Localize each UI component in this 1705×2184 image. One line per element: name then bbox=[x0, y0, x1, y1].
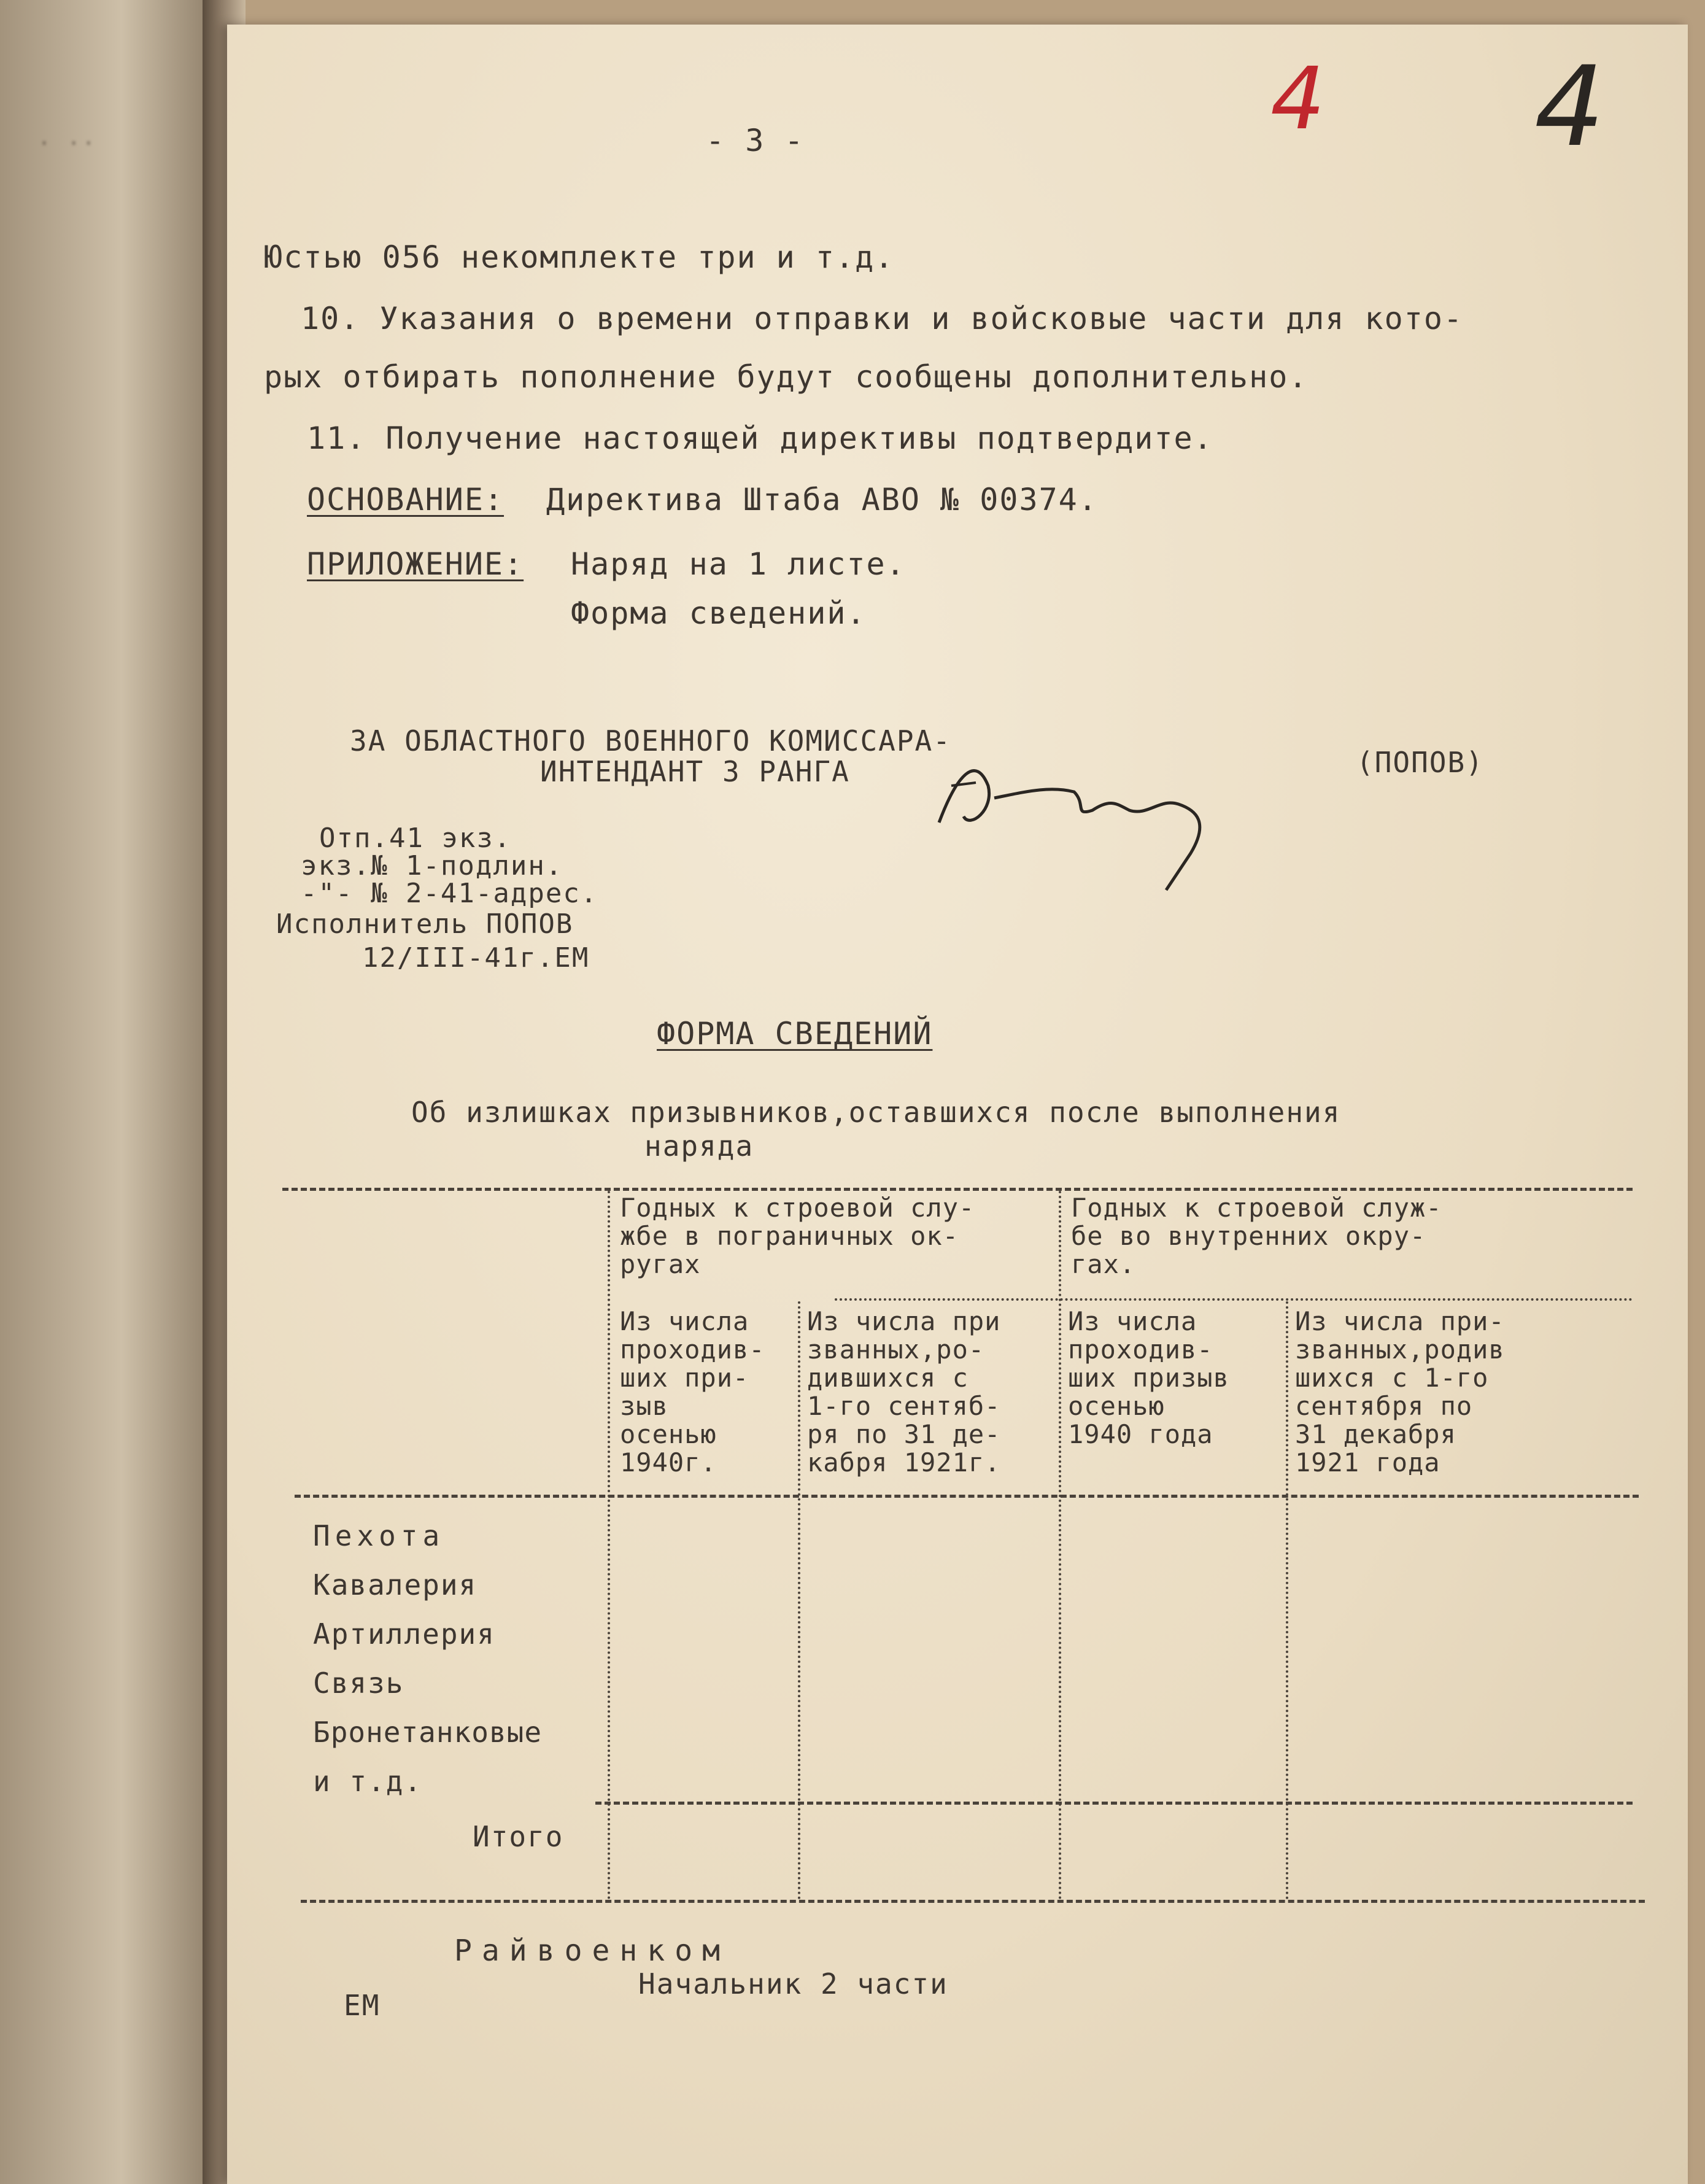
handwritten-signature bbox=[933, 749, 1277, 908]
document-page bbox=[227, 25, 1688, 2184]
col-divider-4 bbox=[1286, 1301, 1288, 1900]
basis-label: ОСНОВАНИЕ: bbox=[307, 482, 505, 517]
row-label-infantry: Пехота bbox=[313, 1519, 445, 1552]
row-label-armored: Бронетанковые bbox=[313, 1716, 543, 1749]
attachment-line-2: Форма сведений. bbox=[571, 595, 867, 631]
body-line-2: 10. Указания о времени отправки и войсковые части для кото- bbox=[301, 301, 1464, 336]
footer-initials: ЕМ bbox=[344, 1989, 381, 2022]
col-divider-3 bbox=[1059, 1191, 1061, 1900]
signature-line-2: ИНТЕНДАНТ 3 РАНГА bbox=[540, 755, 850, 788]
col-divider-1 bbox=[608, 1191, 610, 1900]
body-line-1: Юстью 056 некомплекте три и т.д. bbox=[264, 239, 895, 275]
pencil-archive-number: 4 bbox=[1534, 43, 1606, 171]
form-subtitle-line-1: Об излишках призывников,оставшихся после выполнения bbox=[411, 1096, 1341, 1129]
row-label-etc: и т.д. bbox=[313, 1765, 423, 1798]
col-divider-2 bbox=[798, 1301, 800, 1900]
form-title: ФОРМА СВЕДЕНИЙ bbox=[657, 1016, 933, 1051]
red-archive-number: 4 bbox=[1270, 49, 1327, 149]
group-separator-rule bbox=[835, 1298, 1633, 1301]
table-total-rule bbox=[595, 1802, 1633, 1805]
body-line-3: рых отбирать пополнение будут сообщены дополнительно. bbox=[264, 359, 1309, 395]
group-header-internal-districts: Годных к строевой служ- бе во внутренних окру- гах. bbox=[1071, 1193, 1442, 1279]
row-label-artillery: Артиллерия bbox=[313, 1617, 495, 1651]
distribution-line-3: -"- № 2-41-адрес. bbox=[301, 878, 598, 909]
attachment-label: ПРИЛОЖЕНИЕ: bbox=[307, 546, 524, 582]
group-header-border-districts: Годных к строевой слу- жбе в пограничных ок- ругах bbox=[620, 1193, 975, 1279]
page-number: - 3 - bbox=[706, 123, 805, 158]
table-bottom-rule bbox=[301, 1900, 1645, 1903]
form-subtitle-line-2: наряда bbox=[644, 1129, 754, 1163]
body-line-4: 11. Получение настоящей директивы подтвердите. bbox=[307, 420, 1213, 456]
row-label-signals: Связь bbox=[313, 1667, 404, 1700]
row-label-cavalry: Кавалерия bbox=[313, 1568, 477, 1601]
column-header-4: Из числа при- званных,родив шихся с 1-го сентября по 31 декабря 1921 года bbox=[1295, 1306, 1505, 1477]
left-page-edge: . .. bbox=[0, 0, 221, 2184]
distribution-line-4: Исполнитель ПОПОВ bbox=[276, 908, 574, 940]
footer-org: Райвоенком bbox=[454, 1934, 730, 1968]
footer-role: Начальник 2 части bbox=[638, 1967, 948, 2000]
basis-text: Директива Штаба АВО № 00374. bbox=[546, 482, 1098, 517]
column-header-1: Из числа проходив- ших при- зыв осенью 1940г. bbox=[620, 1306, 765, 1477]
signature-line-1: ЗА ОБЛАСТНОГО ВОЕННОГО КОМИССАРА- bbox=[350, 724, 951, 757]
distribution-line-2: экз.№ 1-подлин. bbox=[301, 850, 563, 881]
column-header-2: Из числа при званных,ро- дившихся с 1-го сентяб- ря по 31 де- кабря 1921г. bbox=[807, 1306, 1001, 1477]
table-top-rule bbox=[282, 1188, 1633, 1191]
signatory-name: (ПОПОВ) bbox=[1356, 746, 1484, 779]
column-header-3: Из числа проходив- ших призыв осенью 1940 года bbox=[1068, 1306, 1229, 1449]
attachment-line-1: Наряд на 1 листе. bbox=[571, 546, 906, 582]
table-header-rule bbox=[295, 1495, 1639, 1498]
distribution-line-5: 12/III-41г.ЕМ bbox=[362, 942, 590, 974]
distribution-line-1: Отп.41 экз. bbox=[319, 823, 512, 854]
row-label-total: Итого bbox=[473, 1820, 564, 1853]
